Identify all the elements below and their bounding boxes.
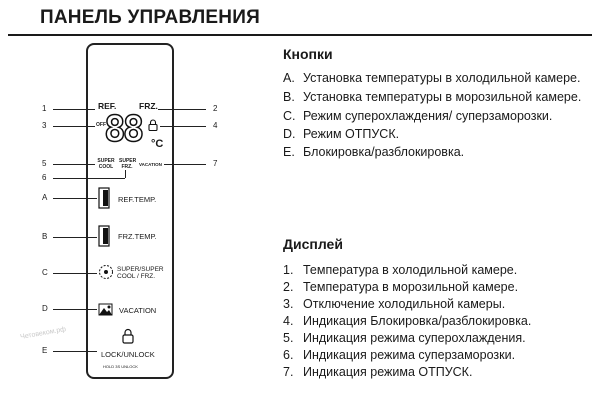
thermometer-icon (98, 225, 110, 247)
item-marker: 2. (283, 280, 294, 294)
callout-line-E (53, 351, 97, 352)
item-marker: E. (283, 145, 295, 159)
item-text: Блокировка/разблокировка. (303, 145, 465, 159)
page-title: ПАНЕЛЬ УПРАВЛЕНИЯ (40, 7, 260, 28)
item-marker: 1. (283, 263, 294, 277)
list-item (283, 262, 583, 279)
item-text: Режим ОТПУСК. (303, 127, 400, 141)
item-text: Установка температуры в морозильной камере. (303, 90, 582, 104)
item-text: Установка температуры в холодильной камере. (303, 71, 581, 85)
callout-B: B (42, 232, 48, 241)
callout-3: 3 (42, 121, 47, 130)
item-text: Режим суперохлаждения/ суперзаморозки. (303, 109, 553, 123)
list-item (283, 279, 583, 296)
callout-4: 4 (213, 121, 218, 130)
super-button-line2: COOL / FRZ. (117, 273, 156, 280)
callout-7: 7 (213, 159, 218, 168)
item-text: Индикация Блокировка/разблокировка. (303, 314, 532, 328)
callout-line-4 (160, 126, 206, 127)
thermometer-icon (98, 187, 110, 209)
degree-celsius: °C (151, 138, 164, 150)
buttons-list (283, 70, 583, 161)
callout-line-6-vertical (125, 170, 126, 178)
callout-line-7 (164, 164, 206, 165)
callout-A: A (42, 193, 48, 202)
callout-line-2 (158, 109, 206, 110)
item-marker: D. (283, 127, 296, 141)
item-marker: B. (283, 90, 295, 104)
item-marker: 6. (283, 348, 294, 362)
frz-label: FRZ. (139, 101, 158, 111)
item-marker: A. (283, 71, 295, 85)
item-marker: 5. (283, 331, 294, 345)
list-item (283, 296, 583, 313)
list-item (283, 70, 583, 87)
callout-2: 2 (213, 104, 218, 113)
item-marker: C. (283, 109, 296, 123)
super-cool-indicator: SUPER COOL (97, 158, 115, 170)
list-item (283, 313, 583, 330)
vacation-icon (98, 301, 114, 316)
vacation-indicator: VACATION (139, 162, 162, 167)
header (8, 5, 592, 35)
callout-D: D (42, 304, 48, 313)
callout-line-B (53, 237, 97, 238)
item-marker: 4. (283, 314, 294, 328)
callout-C: C (42, 268, 48, 277)
item-text: Индикация режима суперзаморозки. (303, 348, 516, 362)
callout-1: 1 (42, 104, 47, 113)
list-item (283, 347, 583, 364)
item-text: Индикация режима ОТПУСК. (303, 365, 473, 379)
vacation-button[interactable]: VACATION (119, 306, 157, 315)
super-frz-indicator: SUPER FRZ. (119, 158, 137, 170)
lock-icon (122, 328, 134, 344)
item-text: Температура в морозильной камере. (303, 280, 519, 294)
list-item (283, 364, 583, 381)
list-item (283, 108, 583, 125)
list-item (283, 89, 583, 106)
item-text: Индикация режима суперохлаждения. (303, 331, 526, 345)
frz-temp-button[interactable]: FRZ.TEMP. (118, 232, 157, 241)
callout-E: E (42, 346, 48, 355)
display-list (283, 262, 583, 381)
callout-6: 6 (42, 173, 47, 182)
item-marker: 3. (283, 297, 294, 311)
off-label: OFF (96, 122, 106, 128)
callout-line-6 (53, 178, 125, 179)
ref-label: REF. (98, 101, 117, 111)
callout-line-1 (53, 109, 95, 110)
list-item (283, 144, 583, 161)
super-cool-frz-button[interactable] (117, 266, 164, 280)
lock-indicator-icon (148, 119, 158, 131)
callout-line-D (53, 309, 97, 310)
fan-icon (98, 264, 114, 280)
watermark: Четовеком.рф (19, 326, 67, 341)
item-marker: 7. (283, 365, 294, 379)
super-button-line1: SUPER/SUPER (117, 266, 164, 273)
callout-5: 5 (42, 159, 47, 168)
display-section-title: Дисплей (283, 236, 343, 252)
lock-unlock-button[interactable]: LOCK/UNLOCK (101, 350, 155, 359)
callout-line-A (53, 198, 97, 199)
list-item (283, 330, 583, 347)
temperature-digits: 88 (104, 109, 142, 150)
item-text: Отключение холодильной камеры. (303, 297, 506, 311)
callout-line-5 (53, 164, 95, 165)
callout-line-3 (53, 126, 95, 127)
list-item (283, 126, 583, 143)
title-underline (8, 34, 592, 36)
buttons-section-title: Кнопки (283, 46, 333, 62)
hold-hint: HOLD 3S UNLOCK (103, 364, 138, 369)
item-text: Температура в холодильной камере. (303, 263, 518, 277)
callout-line-C (53, 273, 97, 274)
ref-temp-button[interactable]: REF.TEMP. (118, 195, 157, 204)
